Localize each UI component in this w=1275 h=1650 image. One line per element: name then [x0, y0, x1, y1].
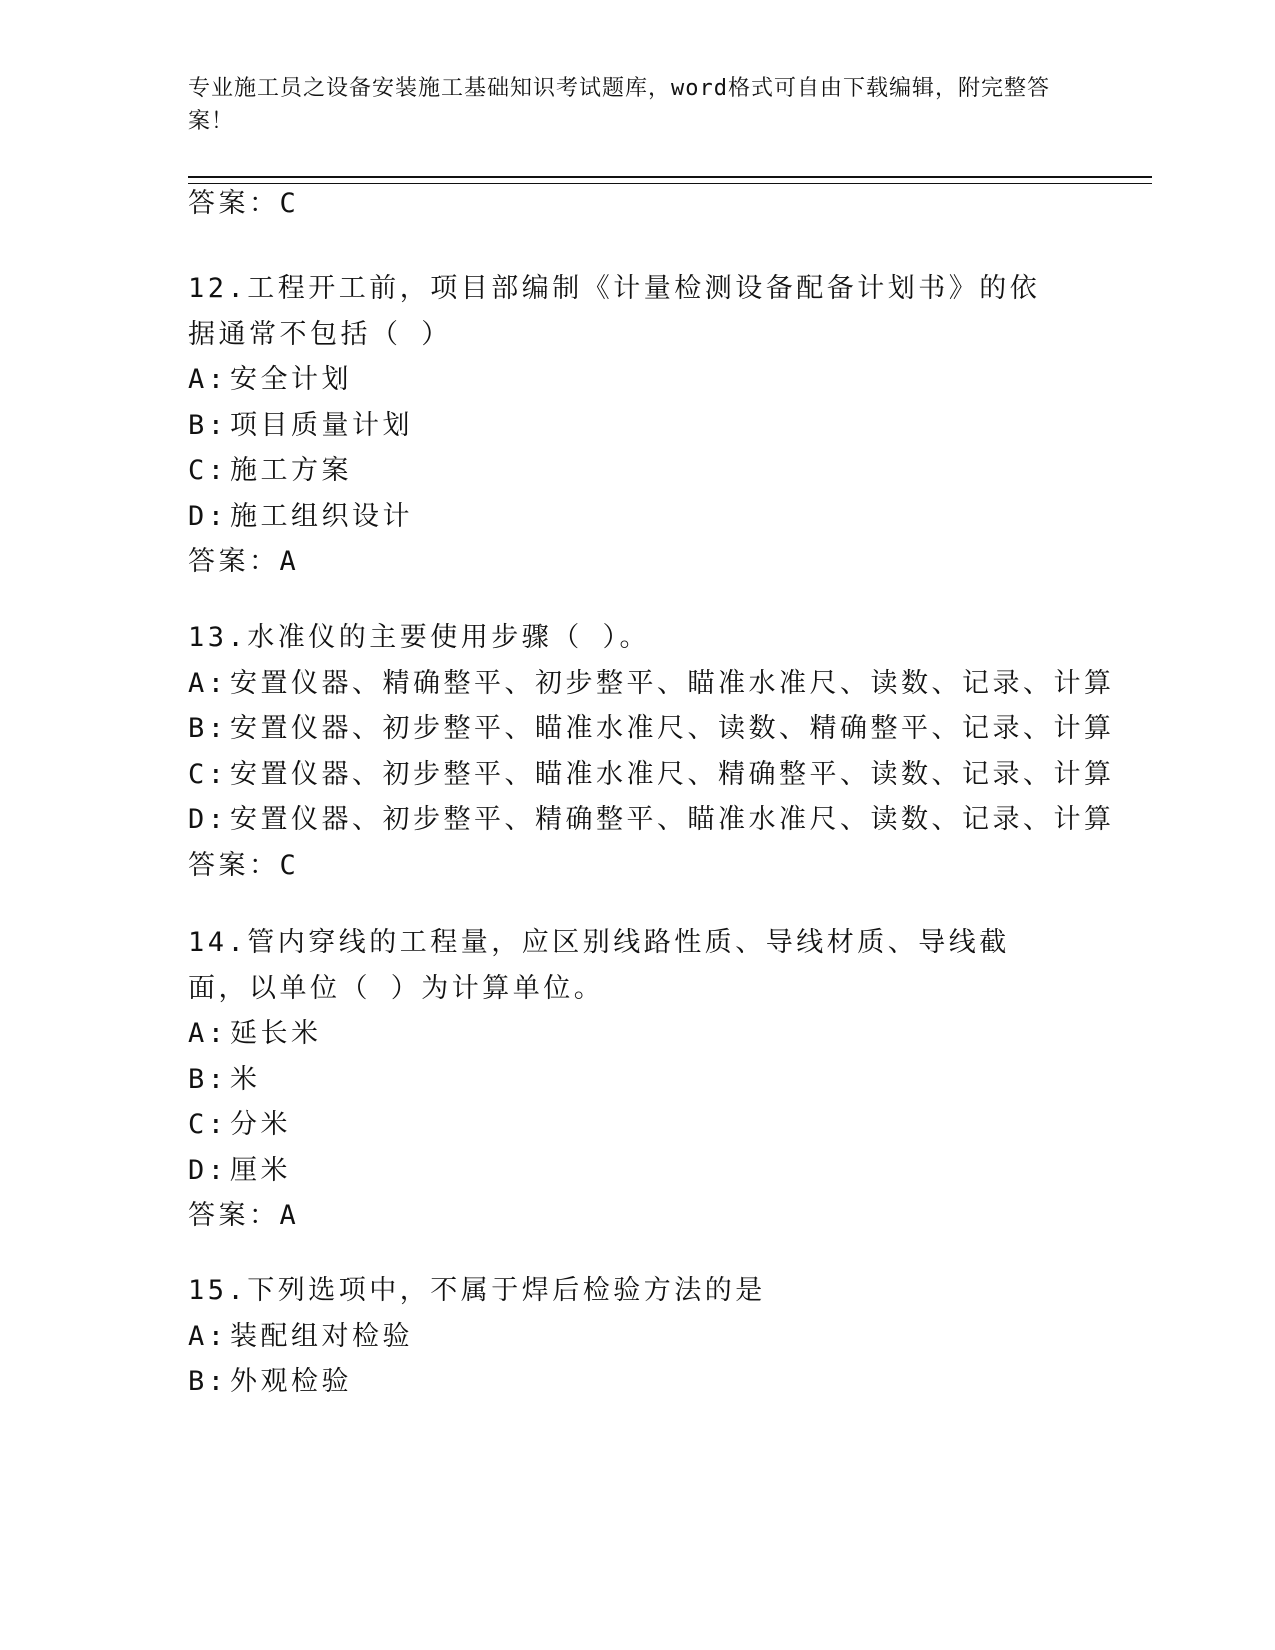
option-a: A:延长米: [188, 1018, 322, 1049]
question-14: [188, 920, 1088, 1239]
option-c: C:施工方案: [188, 455, 352, 486]
answer-label: 答案：C: [188, 188, 300, 219]
option-d: D:安置仪器、初步整平、精确整平、瞄准水准尺、读数、记录、计算: [188, 804, 1115, 835]
option-b: B:安置仪器、初步整平、瞄准水准尺、读数、精确整平、记录、计算: [188, 713, 1115, 744]
option-d: D:施工组织设计: [188, 500, 413, 532]
option-b: B:项目质量计划: [188, 409, 413, 441]
option-c: C:安置仪器、初步整平、瞄准水准尺、精确整平、读数、记录、计算: [188, 758, 1115, 790]
option-b: B:外观检验: [188, 1366, 352, 1397]
header-note: 专业施工员之设备安装施工基础知识考试题库，word格式可自由下载编辑，附完整答案！: [188, 76, 1050, 134]
question-text: 14.管内穿线的工程量，应区别线路性质、导线材质、导线截面，以单位（ ）为计算单位。: [188, 927, 1010, 1004]
answer-label: 答案：A: [188, 546, 300, 577]
option-d: D:厘米: [188, 1154, 291, 1186]
option-c: C:分米: [188, 1109, 291, 1140]
question-12: [188, 266, 1088, 585]
previous-answer-block: [188, 181, 1088, 227]
question-15: [188, 1268, 1088, 1405]
question-text: 12.工程开工前，项目部编制《计量检测设备配备计划书》的依据通常不包括（ ）: [188, 273, 1041, 350]
option-a: A:安全计划: [188, 364, 352, 395]
answer-label: 答案：A: [188, 1200, 300, 1231]
question-text: 15.下列选项中，不属于焊后检验方法的是: [188, 1275, 766, 1306]
option-a: A:安置仪器、精确整平、初步整平、瞄准水准尺、读数、记录、计算: [188, 667, 1115, 699]
question-text: 13.水准仪的主要使用步骤（ ）。: [188, 622, 651, 653]
question-13: [188, 615, 1115, 888]
answer-label: 答案：C: [188, 849, 300, 881]
header-divider-thick: [188, 176, 1152, 178]
option-b: B:米: [188, 1063, 261, 1095]
option-a: A:装配组对检验: [188, 1320, 413, 1352]
